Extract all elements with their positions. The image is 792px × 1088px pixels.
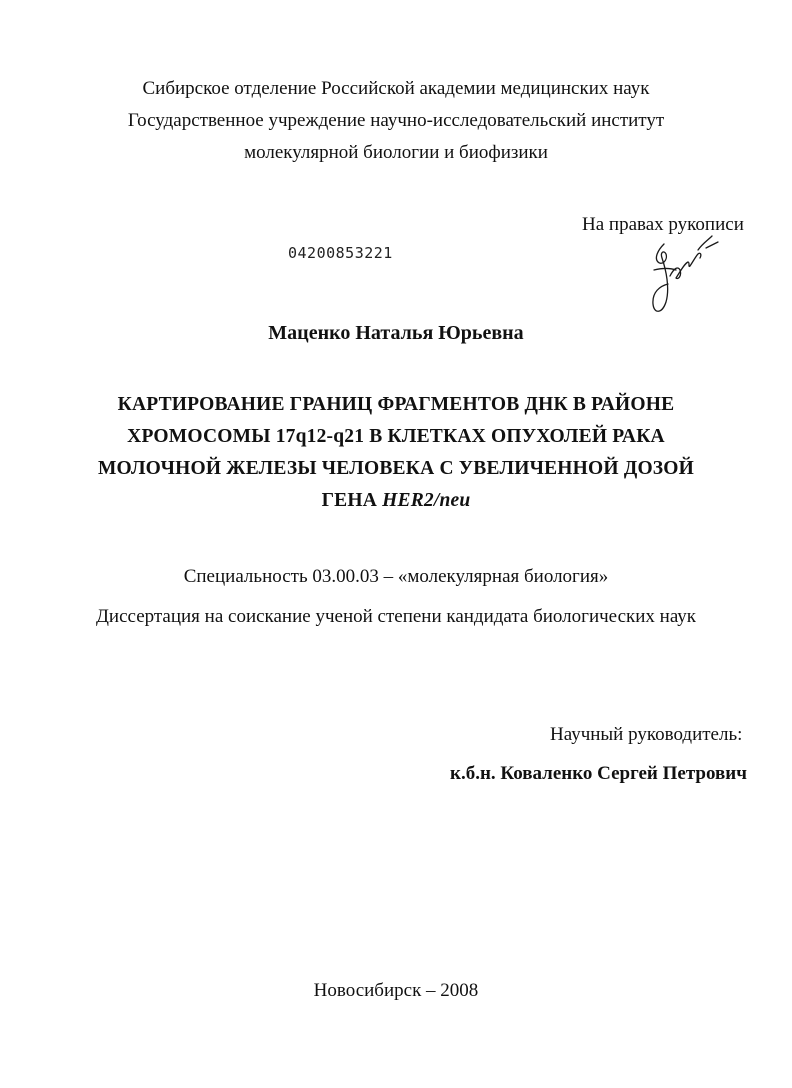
- gene-name: HER2/neu: [382, 490, 471, 511]
- city-year: Новосибирск – 2008: [313, 980, 479, 1001]
- archive-stamp-number: 04200853221: [288, 244, 393, 262]
- title-line-4-prefix: ГЕНА: [321, 490, 378, 511]
- supervisor-name: к.б.н. Коваленко Сергей Петрович: [450, 763, 747, 784]
- title-line-3: МОЛОЧНОЙ ЖЕЛЕЗЫ ЧЕЛОВЕКА С УВЕЛИЧЕННОЙ ДОЗОЙ: [97, 458, 695, 479]
- rights-note: На правах рукописи: [582, 214, 744, 235]
- institution-line-2: Государственное учреждение научно-исследовательский институт: [127, 110, 665, 131]
- author-name: Маценко Наталья Юрьевна: [268, 322, 524, 344]
- title-line-4: [0, 490, 792, 512]
- institution-line-3: молекулярной биологии и биофизики: [244, 142, 548, 163]
- handwritten-signature: [640, 228, 730, 323]
- title-line-1: КАРТИРОВАНИЕ ГРАНИЦ ФРАГМЕНТОВ ДНК В РАЙОНЕ: [117, 394, 675, 415]
- institution-line-1: Сибирское отделение Российской академии медицинских наук: [142, 78, 650, 99]
- supervisor-label: Научный руководитель:: [550, 724, 743, 745]
- dissertation-line: Диссертация на соискание ученой степени кандидата биологических наук: [95, 606, 697, 627]
- specialty-line: Специальность 03.00.03 – «молекулярная биология»: [183, 566, 609, 587]
- title-line-2: ХРОМОСОМЫ 17q12-q21 В КЛЕТКАХ ОПУХОЛЕЙ РАКА: [127, 426, 665, 447]
